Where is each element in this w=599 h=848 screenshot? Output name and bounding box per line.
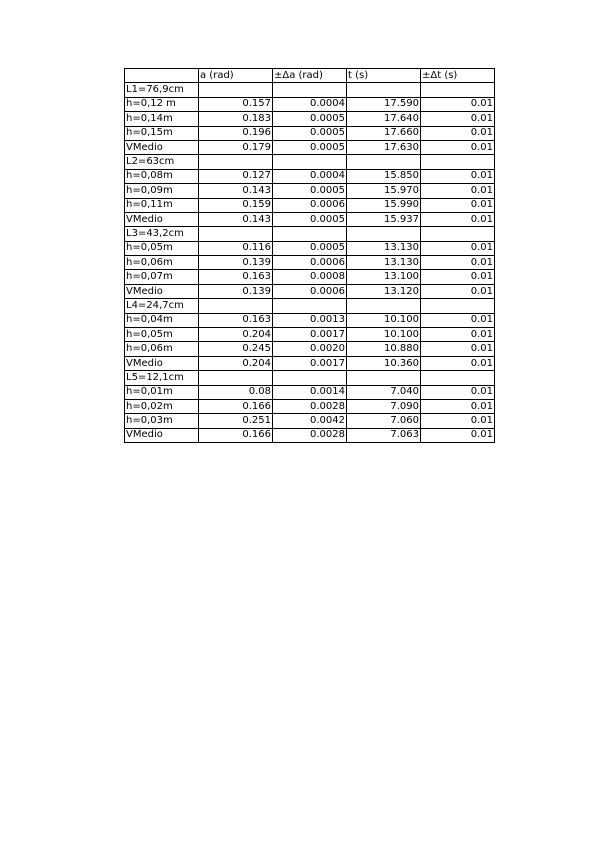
value-cell: 0.0013 (273, 313, 347, 327)
value-cell: 0.143 (199, 212, 273, 226)
row-label-cell: h=0,09m (125, 184, 199, 198)
value-cell: 7.040 (347, 385, 421, 399)
table-row (125, 270, 495, 284)
value-cell: 0.0006 (273, 284, 347, 298)
value-cell: 10.880 (347, 342, 421, 356)
row-label-cell: L1=76,9cm (125, 83, 199, 97)
value-cell: 0.01 (421, 169, 495, 183)
value-cell: 0.157 (199, 97, 273, 111)
row-label-cell: L4=24,7cm (125, 299, 199, 313)
value-cell: 0.0004 (273, 169, 347, 183)
value-cell (273, 227, 347, 241)
table-row (125, 414, 495, 428)
table-row (125, 313, 495, 327)
table-row (125, 399, 495, 413)
table-row (125, 342, 495, 356)
value-cell: 13.120 (347, 284, 421, 298)
value-cell: 17.590 (347, 97, 421, 111)
row-label-cell: h=0,12 m (125, 97, 199, 111)
value-cell (273, 299, 347, 313)
value-cell: 0.143 (199, 184, 273, 198)
value-cell (199, 83, 273, 97)
value-cell: 0.08 (199, 385, 273, 399)
value-cell: 0.204 (199, 356, 273, 370)
table-row (125, 299, 495, 313)
row-label-cell: L5=12,1cm (125, 371, 199, 385)
value-cell: 0.01 (421, 256, 495, 270)
value-cell: 0.01 (421, 428, 495, 442)
value-cell (347, 83, 421, 97)
table-row (125, 256, 495, 270)
value-cell (421, 155, 495, 169)
value-cell: 13.130 (347, 256, 421, 270)
value-cell: 10.100 (347, 313, 421, 327)
value-cell (347, 155, 421, 169)
row-label-cell: h=0,02m (125, 399, 199, 413)
row-label-cell: h=0,06m (125, 256, 199, 270)
value-cell: 0.01 (421, 97, 495, 111)
value-cell (199, 155, 273, 169)
header-row (125, 69, 495, 83)
value-cell: 0.01 (421, 270, 495, 284)
value-cell: 0.0028 (273, 428, 347, 442)
value-cell: 15.937 (347, 212, 421, 226)
table-row (125, 97, 495, 111)
value-cell: 13.130 (347, 241, 421, 255)
value-cell: 7.063 (347, 428, 421, 442)
value-cell: 7.060 (347, 414, 421, 428)
value-cell: 0.179 (199, 140, 273, 154)
table-row (125, 83, 495, 97)
value-cell: 0.01 (421, 313, 495, 327)
value-cell (199, 299, 273, 313)
row-label-cell: VMedio (125, 428, 199, 442)
value-cell: 0.0017 (273, 328, 347, 342)
value-cell: 0.0005 (273, 126, 347, 140)
value-cell: 0.01 (421, 385, 495, 399)
row-label-cell: h=0,07m (125, 270, 199, 284)
value-cell: 10.360 (347, 356, 421, 370)
value-cell (347, 371, 421, 385)
value-cell: 0.245 (199, 342, 273, 356)
table-body (125, 69, 495, 443)
table-row (125, 198, 495, 212)
row-label-cell: h=0,08m (125, 169, 199, 183)
value-cell: ±Δt (s) (421, 69, 495, 83)
value-cell: a (rad) (199, 69, 273, 83)
value-cell (421, 371, 495, 385)
table-row (125, 227, 495, 241)
value-cell (421, 227, 495, 241)
value-cell: 0.0014 (273, 385, 347, 399)
value-cell: 15.970 (347, 184, 421, 198)
value-cell: 0.163 (199, 270, 273, 284)
value-cell: 0.166 (199, 399, 273, 413)
value-cell: 0.0005 (273, 241, 347, 255)
value-cell: 0.01 (421, 328, 495, 342)
row-label-cell: h=0,06m (125, 342, 199, 356)
table-row (125, 169, 495, 183)
row-label-cell: VMedio (125, 356, 199, 370)
value-cell: 0.0006 (273, 198, 347, 212)
value-cell: 0.01 (421, 112, 495, 126)
value-cell: 0.196 (199, 126, 273, 140)
table-row (125, 371, 495, 385)
value-cell: 0.01 (421, 184, 495, 198)
value-cell: 0.0042 (273, 414, 347, 428)
row-label-cell: h=0,03m (125, 414, 199, 428)
value-cell (273, 371, 347, 385)
value-cell (273, 83, 347, 97)
row-label-cell: h=0,01m (125, 385, 199, 399)
value-cell: 17.630 (347, 140, 421, 154)
row-label-cell: h=0,05m (125, 241, 199, 255)
value-cell: 0.01 (421, 342, 495, 356)
value-cell: 10.100 (347, 328, 421, 342)
table-row (125, 241, 495, 255)
table-row (125, 184, 495, 198)
value-cell: 0.0008 (273, 270, 347, 284)
value-cell: 0.01 (421, 126, 495, 140)
value-cell: 15.990 (347, 198, 421, 212)
table-row (125, 212, 495, 226)
value-cell: 0.159 (199, 198, 273, 212)
value-cell: 0.0028 (273, 399, 347, 413)
table-row (125, 356, 495, 370)
table-row (125, 385, 495, 399)
value-cell: 0.127 (199, 169, 273, 183)
row-label-cell: VMedio (125, 212, 199, 226)
table-row (125, 126, 495, 140)
value-cell: 0.116 (199, 241, 273, 255)
value-cell: 0.01 (421, 399, 495, 413)
value-cell: 0.0004 (273, 97, 347, 111)
value-cell (199, 227, 273, 241)
value-cell (421, 299, 495, 313)
value-cell: 17.660 (347, 126, 421, 140)
value-cell: 0.0020 (273, 342, 347, 356)
value-cell: 0.01 (421, 212, 495, 226)
value-cell (347, 227, 421, 241)
table-row (125, 428, 495, 442)
row-label-cell: h=0,15m (125, 126, 199, 140)
value-cell: 0.204 (199, 328, 273, 342)
row-label-cell: L2=63cm (125, 155, 199, 169)
value-cell: 0.166 (199, 428, 273, 442)
value-cell: 0.01 (421, 414, 495, 428)
value-cell: 0.0005 (273, 212, 347, 226)
value-cell: t (s) (347, 69, 421, 83)
value-cell: 0.139 (199, 284, 273, 298)
value-cell: 0.01 (421, 284, 495, 298)
value-cell: 13.100 (347, 270, 421, 284)
table-row (125, 112, 495, 126)
row-label-cell: h=0,14m (125, 112, 199, 126)
value-cell: 0.01 (421, 140, 495, 154)
value-cell (347, 299, 421, 313)
data-table (124, 68, 495, 443)
row-label-cell: VMedio (125, 140, 199, 154)
value-cell: 0.01 (421, 356, 495, 370)
row-label-cell: L3=43,2cm (125, 227, 199, 241)
table-row (125, 140, 495, 154)
table-row (125, 155, 495, 169)
row-label-cell: h=0,05m (125, 328, 199, 342)
row-label-cell: VMedio (125, 284, 199, 298)
value-cell (273, 155, 347, 169)
value-cell: 0.0017 (273, 356, 347, 370)
value-cell: 0.01 (421, 198, 495, 212)
value-cell: 0.251 (199, 414, 273, 428)
value-cell: ±Δa (rad) (273, 69, 347, 83)
value-cell: 15.850 (347, 169, 421, 183)
value-cell: 0.183 (199, 112, 273, 126)
value-cell: 0.01 (421, 241, 495, 255)
row-label-cell: h=0,04m (125, 313, 199, 327)
table-row (125, 284, 495, 298)
row-label-cell: h=0,11m (125, 198, 199, 212)
value-cell: 7.090 (347, 399, 421, 413)
value-cell: 0.0005 (273, 140, 347, 154)
value-cell: 0.163 (199, 313, 273, 327)
value-cell: 17.640 (347, 112, 421, 126)
value-cell (421, 83, 495, 97)
value-cell (199, 371, 273, 385)
value-cell: 0.0005 (273, 112, 347, 126)
table-row (125, 328, 495, 342)
row-label-cell (125, 69, 199, 83)
value-cell: 0.139 (199, 256, 273, 270)
value-cell: 0.0006 (273, 256, 347, 270)
value-cell: 0.0005 (273, 184, 347, 198)
